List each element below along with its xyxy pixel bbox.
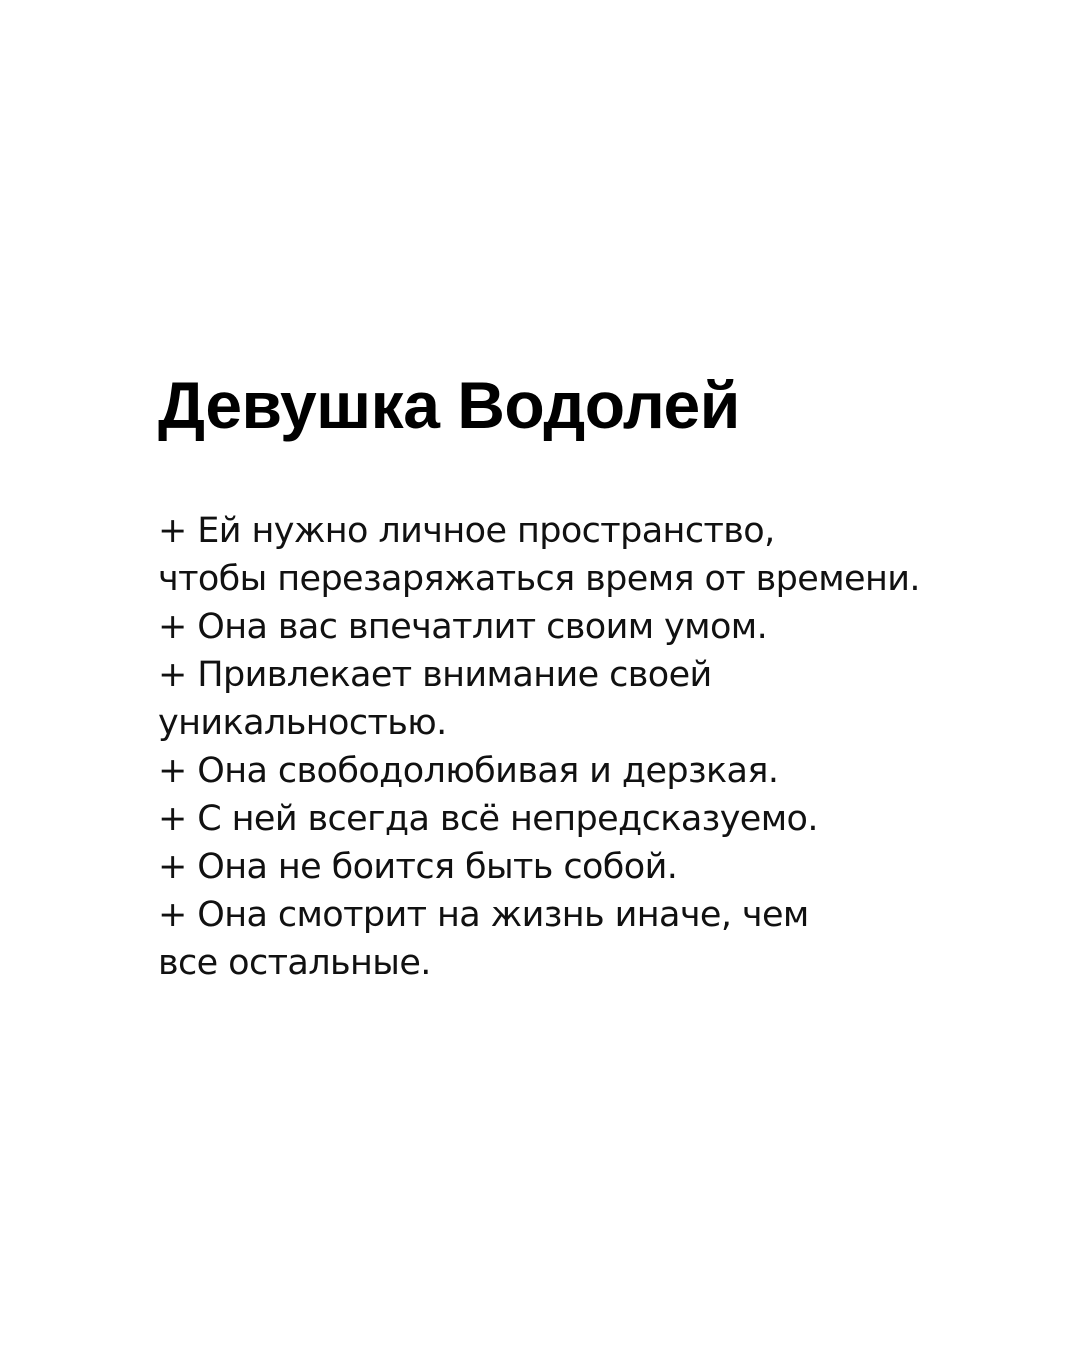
text-line: + Она смотрит на жизнь иначе, чем [158, 895, 809, 935]
text-line: + Она вас впечатлит своим умом. [158, 607, 768, 647]
text-line: + Она свободолюбивая и дерзкая. [158, 751, 779, 791]
text-line: все остальные. [158, 943, 431, 983]
trait-list [158, 507, 1038, 987]
text-line: + Привлекает внимание своей [158, 655, 712, 695]
text-line: + С ней всегда всё непредсказуемо. [158, 799, 818, 839]
text-line: + Она не боится быть собой. [158, 847, 678, 887]
text-line: чтобы перезаряжаться время от времени. [158, 559, 920, 599]
text-line: + Ей нужно личное пространство, [158, 511, 775, 551]
page-title: Девушка Водолей [158, 368, 740, 442]
post-content [158, 360, 1038, 987]
text-line: уникальностью. [158, 703, 447, 743]
